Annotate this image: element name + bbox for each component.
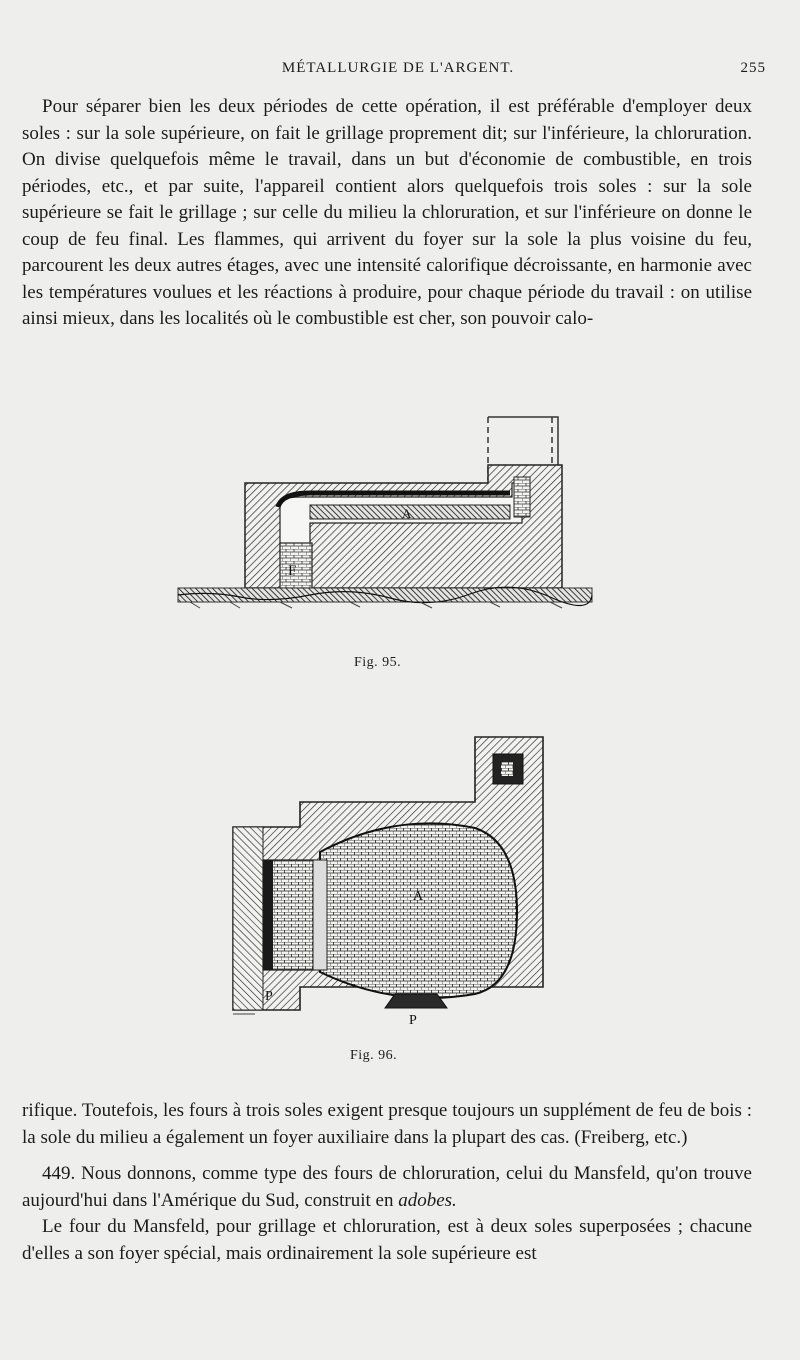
figure-96-plan xyxy=(225,732,565,1032)
figure-95-section xyxy=(170,405,600,630)
figure-95-caption: Fig. 95. xyxy=(354,655,402,670)
running-head xyxy=(22,60,774,84)
figure-96-label-a: A xyxy=(413,889,424,904)
paragraph-continuation: rifique. Toutefois, les fours à trois soles exigent presque toujours un supplément de feu de bois : la sole du milieu a également un foyer auxiliaire dans la plupart des cas. (Freiberg, etc.) xyxy=(22,1100,752,1148)
figure-95-label-f: F xyxy=(288,563,297,579)
figure-95-label-a: A xyxy=(402,506,412,521)
page-number: 255 xyxy=(740,60,766,76)
running-head-title: MÉTALLURGIE DE L'ARGENT. xyxy=(281,60,515,76)
paragraph-number: 449. xyxy=(42,1163,76,1184)
paragraph-449-italic: adobes. xyxy=(398,1189,457,1211)
figure-96-label-p-left: P xyxy=(265,989,273,1004)
paragraph-block-top xyxy=(22,94,752,333)
figure-96-caption: Fig. 96. xyxy=(350,1048,398,1063)
figure-96-label-p-bottom: P xyxy=(409,1013,417,1028)
paragraph-soles: Pour séparer bien les deux périodes de cette opération, il est préférable d'employer deux soles : sur la sole supérieure, on fait le grillage proprement dit; sur l'inférieure, la chloruration. On divise quelquefois même le travail, dans un but d'économie de combustible, en trois périodes, etc., et par suite, l'appareil contient alors quelquefois trois soles : sur la sole supérieure se fait le grillage ; sur celle du milieu la chloruration, et sur l'inférieure on donne le coup de feu final. Les flammes, qui arrivent du foyer sur la sole la plus voisine du feu, parcourent les deux autres étages, avec une intensité calorifique décroissante, en harmonie avec les températures voulues et les réactions à produire, pour chaque période du travail : on utilise ainsi mieux, dans les localités où le combustible est cher, son pouvoir calo- xyxy=(22,96,752,329)
paragraph-block-bottom xyxy=(22,1098,752,1267)
paragraph-449-text: Nous donnons, comme type des fours de chloruration, celui du Mansfeld, qu'on trouve aujourd'hui dans l'Amérique du Sud, construit en xyxy=(22,1163,752,1211)
paragraph-mansfeld: Le four du Mansfeld, pour grillage et chloruration, est à deux soles superposées ; chacune d'elles a son foyer spécial, mais ordinairement la sole supérieure est xyxy=(22,1216,752,1264)
paragraph-449 xyxy=(22,1161,752,1214)
